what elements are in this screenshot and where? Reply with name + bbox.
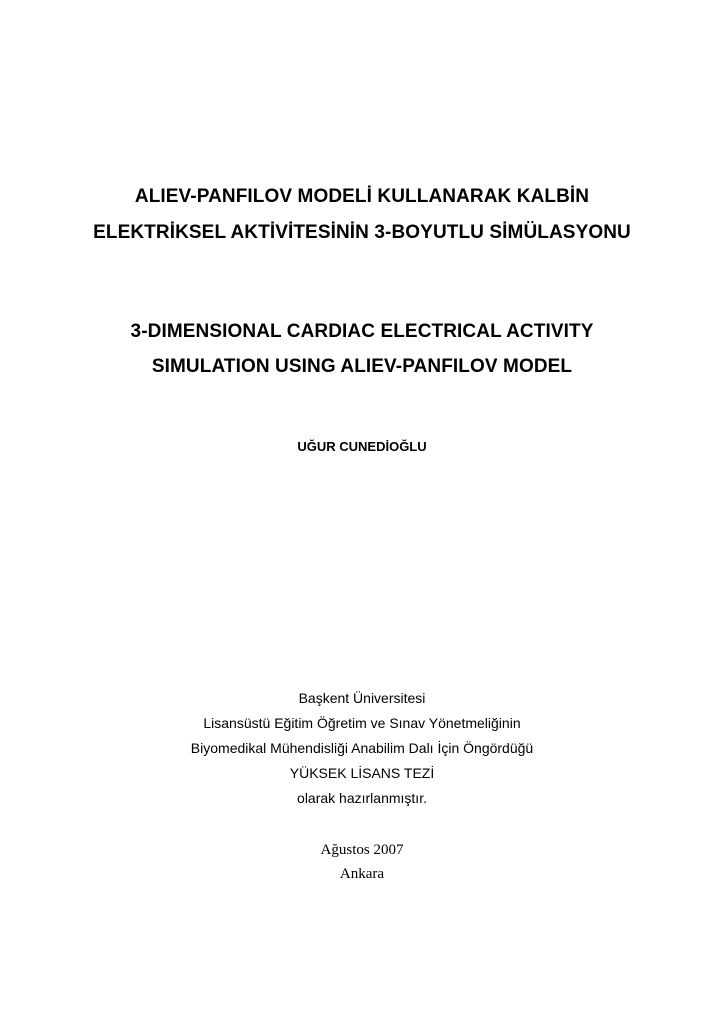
turkish-title-line-1: ALIEV-PANFILOV MODELİ KULLANARAK KALBİN	[134, 186, 590, 207]
degree-text: YÜKSEK LİSANS TEZİ	[289, 765, 435, 781]
english-title-line-2: SIMULATION USING ALIEV-PANFILOV MODEL	[151, 356, 573, 377]
thesis-city: Ankara	[339, 866, 385, 882]
english-title-line-1: 3-DIMENSIONAL CARDIAC ELECTRICAL ACTIVITY	[130, 321, 594, 342]
turkish-title-line-2: ELEKTRİKSEL AKTİVİTESİNİN 3-BOYUTLU SİMÜLASYONU	[93, 222, 631, 243]
prepared-text: olarak hazırlanmıştır.	[297, 790, 427, 806]
department-text: Biyomedikal Mühendisliği Anabilim Dalı İçin Öngördüğü	[190, 740, 534, 756]
thesis-date: Ağustos 2007	[320, 842, 404, 858]
regulation-text: Lisansüstü Eğitim Öğretim ve Sınav Yönetmeliğinin	[203, 715, 521, 731]
author-name: UĞUR CUNEDİOĞLU	[297, 439, 427, 454]
university-name: Başkent Üniversitesi	[298, 690, 426, 706]
